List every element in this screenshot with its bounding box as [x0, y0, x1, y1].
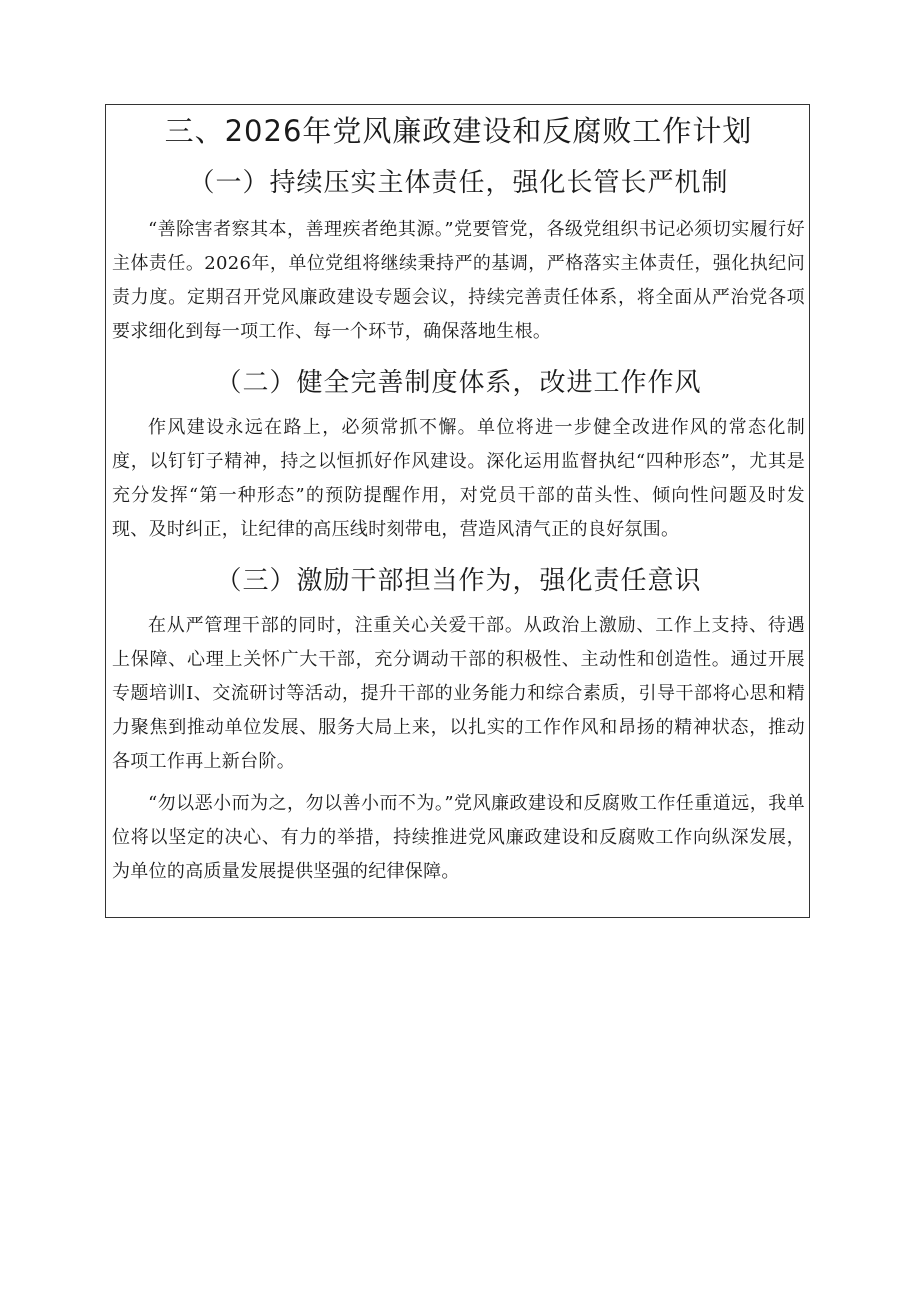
section-heading-1: （一）持续压实主体责任，强化长管长严机制 — [188, 168, 729, 198]
section-heading-3: （三）激励干部担当作为，强化责任意识 — [215, 566, 702, 596]
section-heading-2: （二）健全完善制度体系，改进工作作风 — [215, 368, 702, 398]
section-paragraph-1: “善除害者察其本，善理疾者绝其源。”党要管党，各级党组织书记必须切实履行好主体责任。2026年，单位党组将继续秉持严的基调，严格落实主体责任，强化执纪问责力度。定期召开党风廉政建设专题会议，持续完善责任体系，将全面从严治党各项要求细化到每一项工作、每一个环节，确保落地生根。 — [112, 219, 805, 342]
document-title: 三、2026年党风廉政建设和反腐败工作计划 — [164, 114, 753, 148]
section-paragraph-3: 在从严管理干部的同时，注重关心关爱干部。从政治上激励、工作上支持、待遇上保障、心理上关怀广大干部，充分调动干部的积极性、主动性和创造性。通过开展专题培训I、交流研讨等活动，提升干部的业务能力和综合素质，引导干部将心思和精力聚焦到推动单位发展、服务大局上来，以扎实的工作作风和昂扬的精神状态，推动各项工作再上新台阶。 — [112, 615, 805, 772]
closing-paragraph: “勿以恶小而为之，勿以善小而不为。”党风廉政建设和反腐败工作任重道远，我单位将以坚定的决心、有力的举措，持续推进党风廉政建设和反腐败工作向纵深发展，为单位的高质量发展提供坚强的纪律保障。 — [112, 793, 805, 882]
section-paragraph-2: 作风建设永远在路上，必须常抓不懈。单位将进一步健全改进作风的常态化制度，以钉钉子精神，持之以恒抓好作风建设。深化运用监督执纪“四种形态”，尤其是充分发挥“第一种形态”的预防提醒作用，对党员干部的苗头性、倾向性问题及时发现、及时纠正，让纪律的高压线时刻带电，营造风清气正的良好氛围。 — [112, 417, 805, 540]
document-frame — [105, 104, 810, 918]
